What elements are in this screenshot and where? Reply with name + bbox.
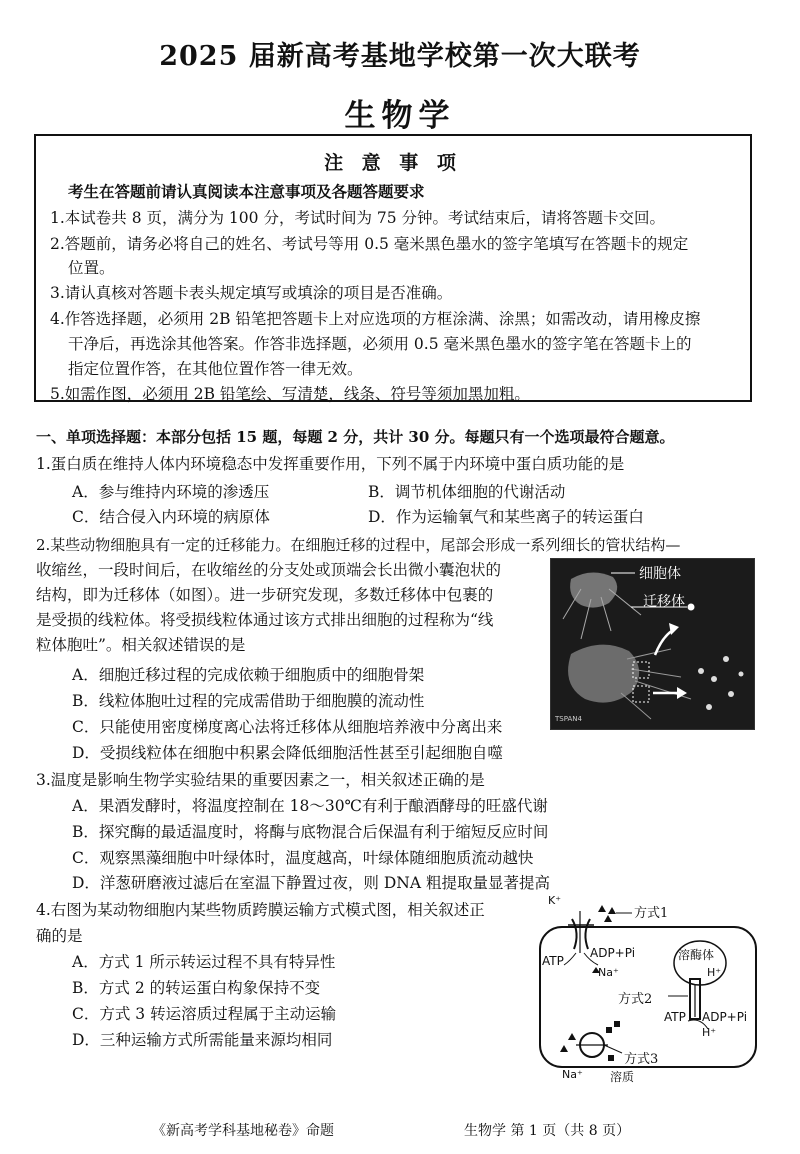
notice-line: 3.请认真核对答题卡表头规定填写或填涂的项目是否准确。	[50, 284, 453, 302]
label-na1: Na⁺	[598, 966, 619, 979]
label-adp2: ADP+Pi	[702, 1010, 748, 1024]
q4-option-d: D．三种运输方式所需能量来源均相同	[72, 1031, 333, 1049]
label-na2: Na⁺	[562, 1068, 583, 1081]
q1-option-d: D．作为运输氧气和某些离子的转运蛋白	[368, 508, 644, 526]
q1-option-c: C．结合侵入内环境的病原体	[72, 508, 270, 526]
q2-stem-line: 结构，即为迁移体（如图）。进一步研究发现，多数迁移体中包裹的	[36, 586, 494, 604]
migrasome-micrograph	[550, 558, 755, 730]
notice-line: 5.如需作图，必须用 2B 铅笔绘、写清楚，线条、符号等须加黑加粗。	[50, 385, 530, 403]
q1-stem: 1.蛋白质在维持人体内环境稳态中发挥重要作用，下列不属于内环境中蛋白质功能的是	[36, 455, 625, 473]
q4-stem-line: 确的是	[36, 927, 83, 945]
q2-stem-line: 是受损的线粒体。将受损线粒体通过该方式排出细胞的过程称为“线	[36, 611, 494, 629]
subject-title: 生物学	[344, 98, 456, 134]
q3-stem: 3.温度是影响生物学实验结果的重要因素之一，相关叙述正确的是	[36, 771, 485, 789]
label-atp2: ATP	[664, 1010, 686, 1024]
label-k: K⁺	[548, 894, 562, 907]
label-cell-body: 细胞体	[639, 566, 681, 582]
footer-right: 生物学 第 1 页（共 8 页）	[464, 1123, 631, 1139]
q2-stem-line: 收缩丝，一段时间后，在收缩丝的分支处或顶端会长出微小囊泡状的	[36, 561, 502, 579]
section-heading: 一、单项选择题：本部分包括 15 题，每题 2 分，共计 30 分。每题只有一个选项最符合题意。	[36, 428, 675, 446]
label-mode3: 方式3	[624, 1052, 659, 1067]
q4-option-b: B．方式 2 的转运蛋白构象保持不变	[72, 979, 321, 997]
q2-option-c: C．只能使用密度梯度离心法将迁移体从细胞培养液中分离出来	[72, 718, 503, 736]
label-adp1: ADP+Pi	[590, 946, 636, 960]
q2-stem-line: 粒体胞吐”。相关叙述错误的是	[36, 636, 246, 654]
micrograph-drawing	[551, 559, 754, 729]
q1-option-a: A．参与维持内环境的渗透压	[72, 483, 270, 501]
label-atp1: ATP	[542, 954, 564, 968]
q4-stem-line: 4.右图为某动物细胞内某些物质跨膜运输方式模式图，相关叙述正	[36, 901, 485, 919]
label-mode1: 方式1	[634, 906, 669, 921]
label-mode2: 方式2	[618, 992, 653, 1007]
q2-option-d: D．受损线粒体在细胞中积累会降低细胞活性甚至引起细胞自噬	[72, 744, 503, 762]
notice-line: 2.答题前，请务必将自己的姓名、考试号等用 0.5 毫米黑色墨水的签字笔填写在答题卡的规定	[50, 235, 689, 253]
footer-left: 《新高考学科基地秘卷》命题	[152, 1123, 334, 1139]
q3-option-b: B．探究酶的最适温度时，将酶与底物混合后保温有利于缩短反应时间	[72, 823, 549, 841]
q2-stem-line: 2.某些动物细胞具有一定的迁移能力。在细胞迁移的过程中，尾部会形成一系列细长的管状结构—	[36, 536, 681, 554]
notice-line: 干净后，再选涂其他答案。作答非选择题，必须用 0.5 毫米黑色墨水的签字笔在答题卡上的	[68, 335, 692, 353]
label-lysosome: 溶酶体	[678, 948, 715, 962]
notice-intro: 考生在答题前请认真阅读本注意事项及各题答题要求	[68, 182, 425, 201]
q3-option-d: D．洋葱研磨液过滤后在室温下静置过夜，则 DNA 粗提取量显著提高	[72, 874, 550, 892]
q3-option-c: C．观察黑藻细胞中叶绿体时，温度越高，叶绿体随细胞质流动越快	[72, 849, 534, 867]
q2-option-a: A．细胞迁移过程的完成依赖于细胞质中的细胞骨架	[72, 666, 425, 684]
label-solute: 溶质	[610, 1070, 635, 1084]
q4-option-a: A．方式 1 所示转运过程不具有特异性	[72, 953, 336, 971]
notice-line: 4.作答选择题，必须用 2B 铅笔把答题卡上对应选项的方框涂满、涂黑；如需改动，请用橡皮擦	[50, 310, 701, 328]
q3-option-a: A．果酒发酵时，将温度控制在 18～30℃有利于酿酒酵母的旺盛代谢	[72, 797, 548, 815]
label-h2: H⁺	[702, 1026, 717, 1039]
notice-title: 注 意 事 项	[324, 152, 462, 174]
q1-option-b: B．调节机体细胞的代谢活动	[368, 483, 566, 501]
label-migrasome: 迁移体	[643, 594, 685, 610]
notice-line: 位置。	[68, 259, 115, 277]
label-tspan4: TSPAN4	[555, 715, 582, 723]
notice-box	[34, 134, 752, 402]
exam-title: 2025 届新高考基地学校第一次大联考	[159, 41, 641, 72]
label-h1: H⁺	[707, 966, 722, 979]
notice-line: 指定位置作答，在其他位置作答一律无效。	[68, 360, 363, 378]
notice-line: 1.本试卷共 8 页，满分为 100 分，考试时间为 75 分钟。考试结束后，请将答题卡交回。	[50, 209, 666, 227]
q2-option-b: B．线粒体胞吐过程的完成需借助于细胞膜的流动性	[72, 692, 425, 710]
q4-option-c: C．方式 3 转运溶质过程属于主动运输	[72, 1005, 337, 1023]
